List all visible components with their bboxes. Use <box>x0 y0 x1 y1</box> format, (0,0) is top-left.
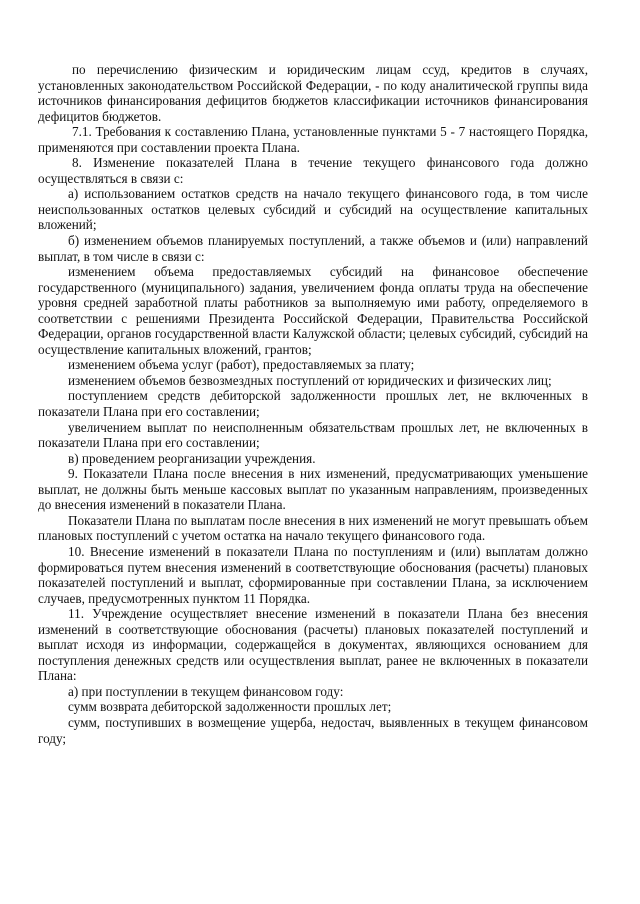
paragraph: 9. Показатели Плана после внесения в них изменений, предусматривающих уменьшение выплат, не должны быть меньше кассовых выплат по указанным направлениям, произведенных до внесения изменений в показатели Плана. <box>38 466 588 513</box>
paragraph: сумм, поступивших в возмещение ущерба, недостач, выявленных в текущем финансовом году; <box>38 714 588 746</box>
paragraph: а) использованием остатков средств на начало текущего финансового года, в том числе неиспользованных остатков целевых субсидий и субсидий на осуществление капитальных вложений; <box>38 186 588 233</box>
paragraph: а) при поступлении в текущем финансовом году: <box>68 683 344 699</box>
paragraph: 11. Учреждение осуществляет внесение изменений в показатели Плана без внесения изменений в соответствующие обоснования (расчеты) плановых показателей поступлений и выплат исходя из информации, содержащейся в документах, являющихся основанием для поступления денежных средств или осуществления выплат, ранее не включенных в показатели Плана: <box>38 606 588 684</box>
paragraph: увеличением выплат по неисполненным обязательствам прошлых лет, не включенных в показатели Плана при его составлении; <box>38 419 588 451</box>
paragraph: поступлением средств дебиторской задолженности прошлых лет, не включенных в показатели Плана при его составлении; <box>38 388 588 420</box>
paragraph: б) изменением объемов планируемых поступлений, а также объемов и (или) направлений выплат, в том числе в связи с: <box>38 233 588 264</box>
paragraph: по перечислению физическим и юридическим лицам ссуд, кредитов в случаях, установленных законодательством Российской Федерации, - по коду аналитической группы вида источников финансирования дефицитов бюджетов классификации источников финансирования дефицитов бюджетов. <box>38 62 588 124</box>
paragraph: изменением объема услуг (работ), предоставляемых за плату; <box>68 357 415 373</box>
paragraph: изменением объемов безвозмездных поступлений от юридических и физических лиц; <box>68 372 552 388</box>
paragraph: изменением объема предоставляемых субсидий на финансовое обеспечение государственного (муниципального) задания, увеличением фонда оплаты труда на обеспечение уровня средней заработной платы работников за выполняемую ими работу, определяемого в соответствии с решениями Президента Российской Федерации, Правительства Российской Федерации, органов государственной власти Калужской области; целевых субсидий, субсидий на осуществление капитальных вложений, грантов; <box>38 264 588 357</box>
paragraph: 8. Изменение показателей Плана в течение текущего финансового года должно осуществляться в связи с: <box>38 155 588 186</box>
paragraph: Показатели Плана по выплатам после внесения в них изменений не могут превышать объем плановых поступлений с учетом остатка на начало текущего финансового года. <box>38 512 588 544</box>
paragraph: в) проведением реорганизации учреждения. <box>68 450 316 466</box>
paragraph: 7.1. Требования к составлению Плана, установленные пунктами 5 - 7 настоящего Порядка, применяются при составлении проекта Плана. <box>38 124 588 155</box>
paragraph: 10. Внесение изменений в показатели Плана по поступлениям и (или) выплатам должно формироваться путем внесения изменений в соответствующие обоснования (расчеты) плановых показателей поступлений и выплат, сформированные при составлении Плана, за исключением случаев, предусмотренных пунктом 11 Порядка. <box>38 543 588 606</box>
paragraph: сумм возврата дебиторской задолженности прошлых лет; <box>68 699 392 715</box>
document-body <box>38 62 588 746</box>
